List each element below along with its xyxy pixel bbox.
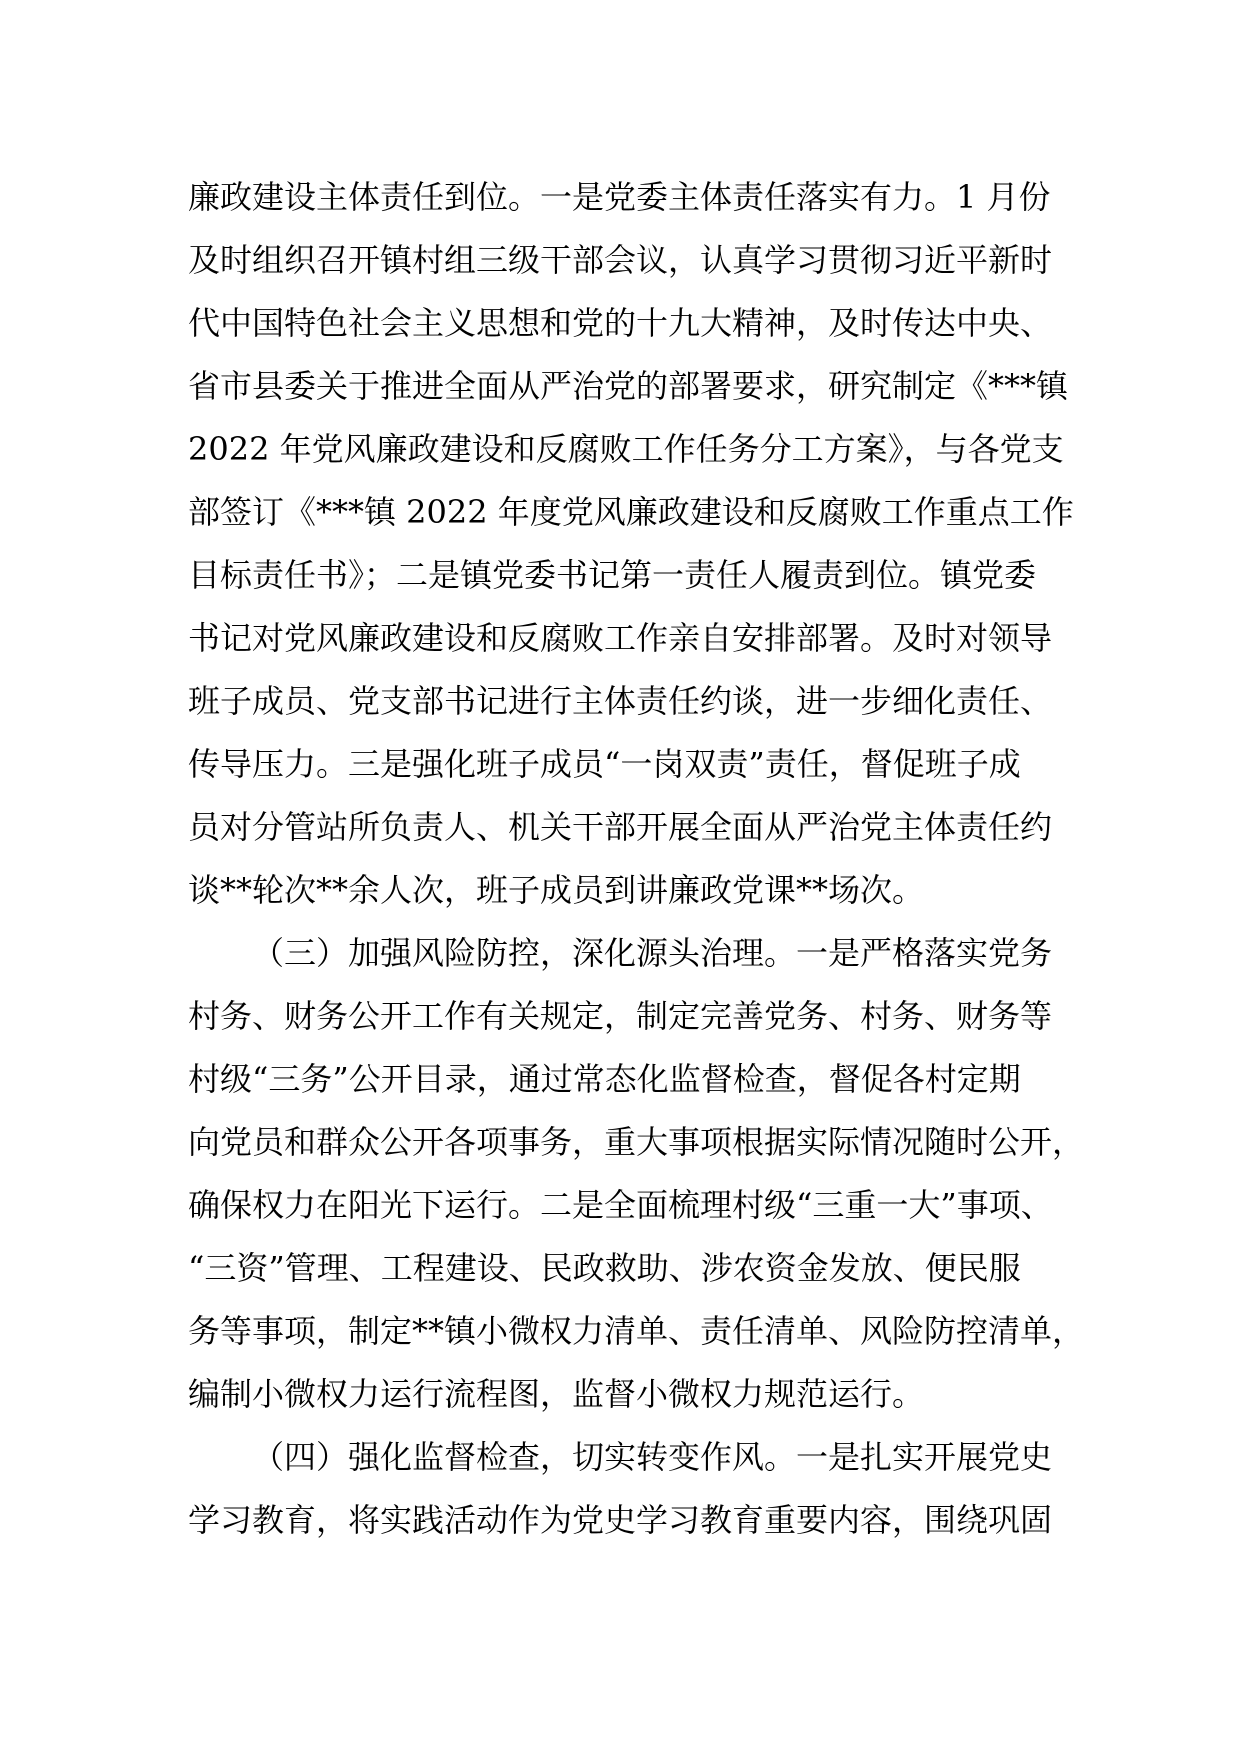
text-line: 部签订《***镇 2022 年度党风廉政建设和反腐败工作重点工作: [188, 493, 1074, 531]
text-line: 传导压力。三是强化班子成员“一岗双责”责任，督促班子成: [188, 745, 1021, 783]
text-line: 编制小微权力运行流程图，监督小微权力规范运行。: [188, 1375, 925, 1413]
text-line: 及时组织召开镇村组三级干部会议，认真学习贯彻习近平新时: [188, 241, 1053, 279]
text-line: 目标责任书》；二是镇党委书记第一责任人履责到位。镇党委: [188, 556, 1037, 594]
section-heading-line: （三）加强风险防控，深化源头治理。一是严格落实党务: [252, 934, 1053, 972]
text-line: 2022 年党风廉政建设和反腐败工作任务分工方案》，与各党支: [188, 430, 1064, 468]
text-line: 省市县委关于推进全面从严治党的部署要求，研究制定《***镇: [188, 367, 1069, 405]
text-line: 务等事项，制定**镇小微权力清单、责任清单、风险防控清单，: [188, 1312, 1085, 1350]
text-line: 员对分管站所负责人、机关干部开展全面从严治党主体责任约: [188, 808, 1053, 846]
text-line: 村务、财务公开工作有关规定，制定完善党务、村务、财务等: [188, 997, 1053, 1035]
text-line: 班子成员、党支部书记进行主体责任约谈，进一步细化责任、: [188, 682, 1053, 720]
text-line: 向党员和群众公开各项事务，重大事项根据实际情况随时公开，: [188, 1123, 1085, 1161]
text-line: 代中国特色社会主义思想和党的十九大精神，及时传达中央、: [188, 304, 1053, 342]
text-line: 廉政建设主体责任到位。一是党委主体责任落实有力。1 月份: [188, 178, 1051, 216]
text-line: “三资”管理、工程建设、民政救助、涉农资金发放、便民服: [188, 1249, 1021, 1287]
text-line: 学习教育，将实践活动作为党史学习教育重要内容，围绕巩固: [188, 1501, 1053, 1539]
text-line: 书记对党风廉政建设和反腐败工作亲自安排部署。及时对领导: [188, 619, 1053, 657]
section-heading-line: （四）强化监督检查，切实转变作风。一是扎实开展党史: [252, 1438, 1053, 1476]
text-line: 确保权力在阳光下运行。二是全面梳理村级“三重一大”事项、: [188, 1186, 1053, 1224]
text-line: 谈**轮次**余人次，班子成员到讲廉政党课**场次。: [188, 871, 925, 909]
text-line: 村级“三务”公开目录，通过常态化监督检查，督促各村定期: [188, 1060, 1021, 1098]
